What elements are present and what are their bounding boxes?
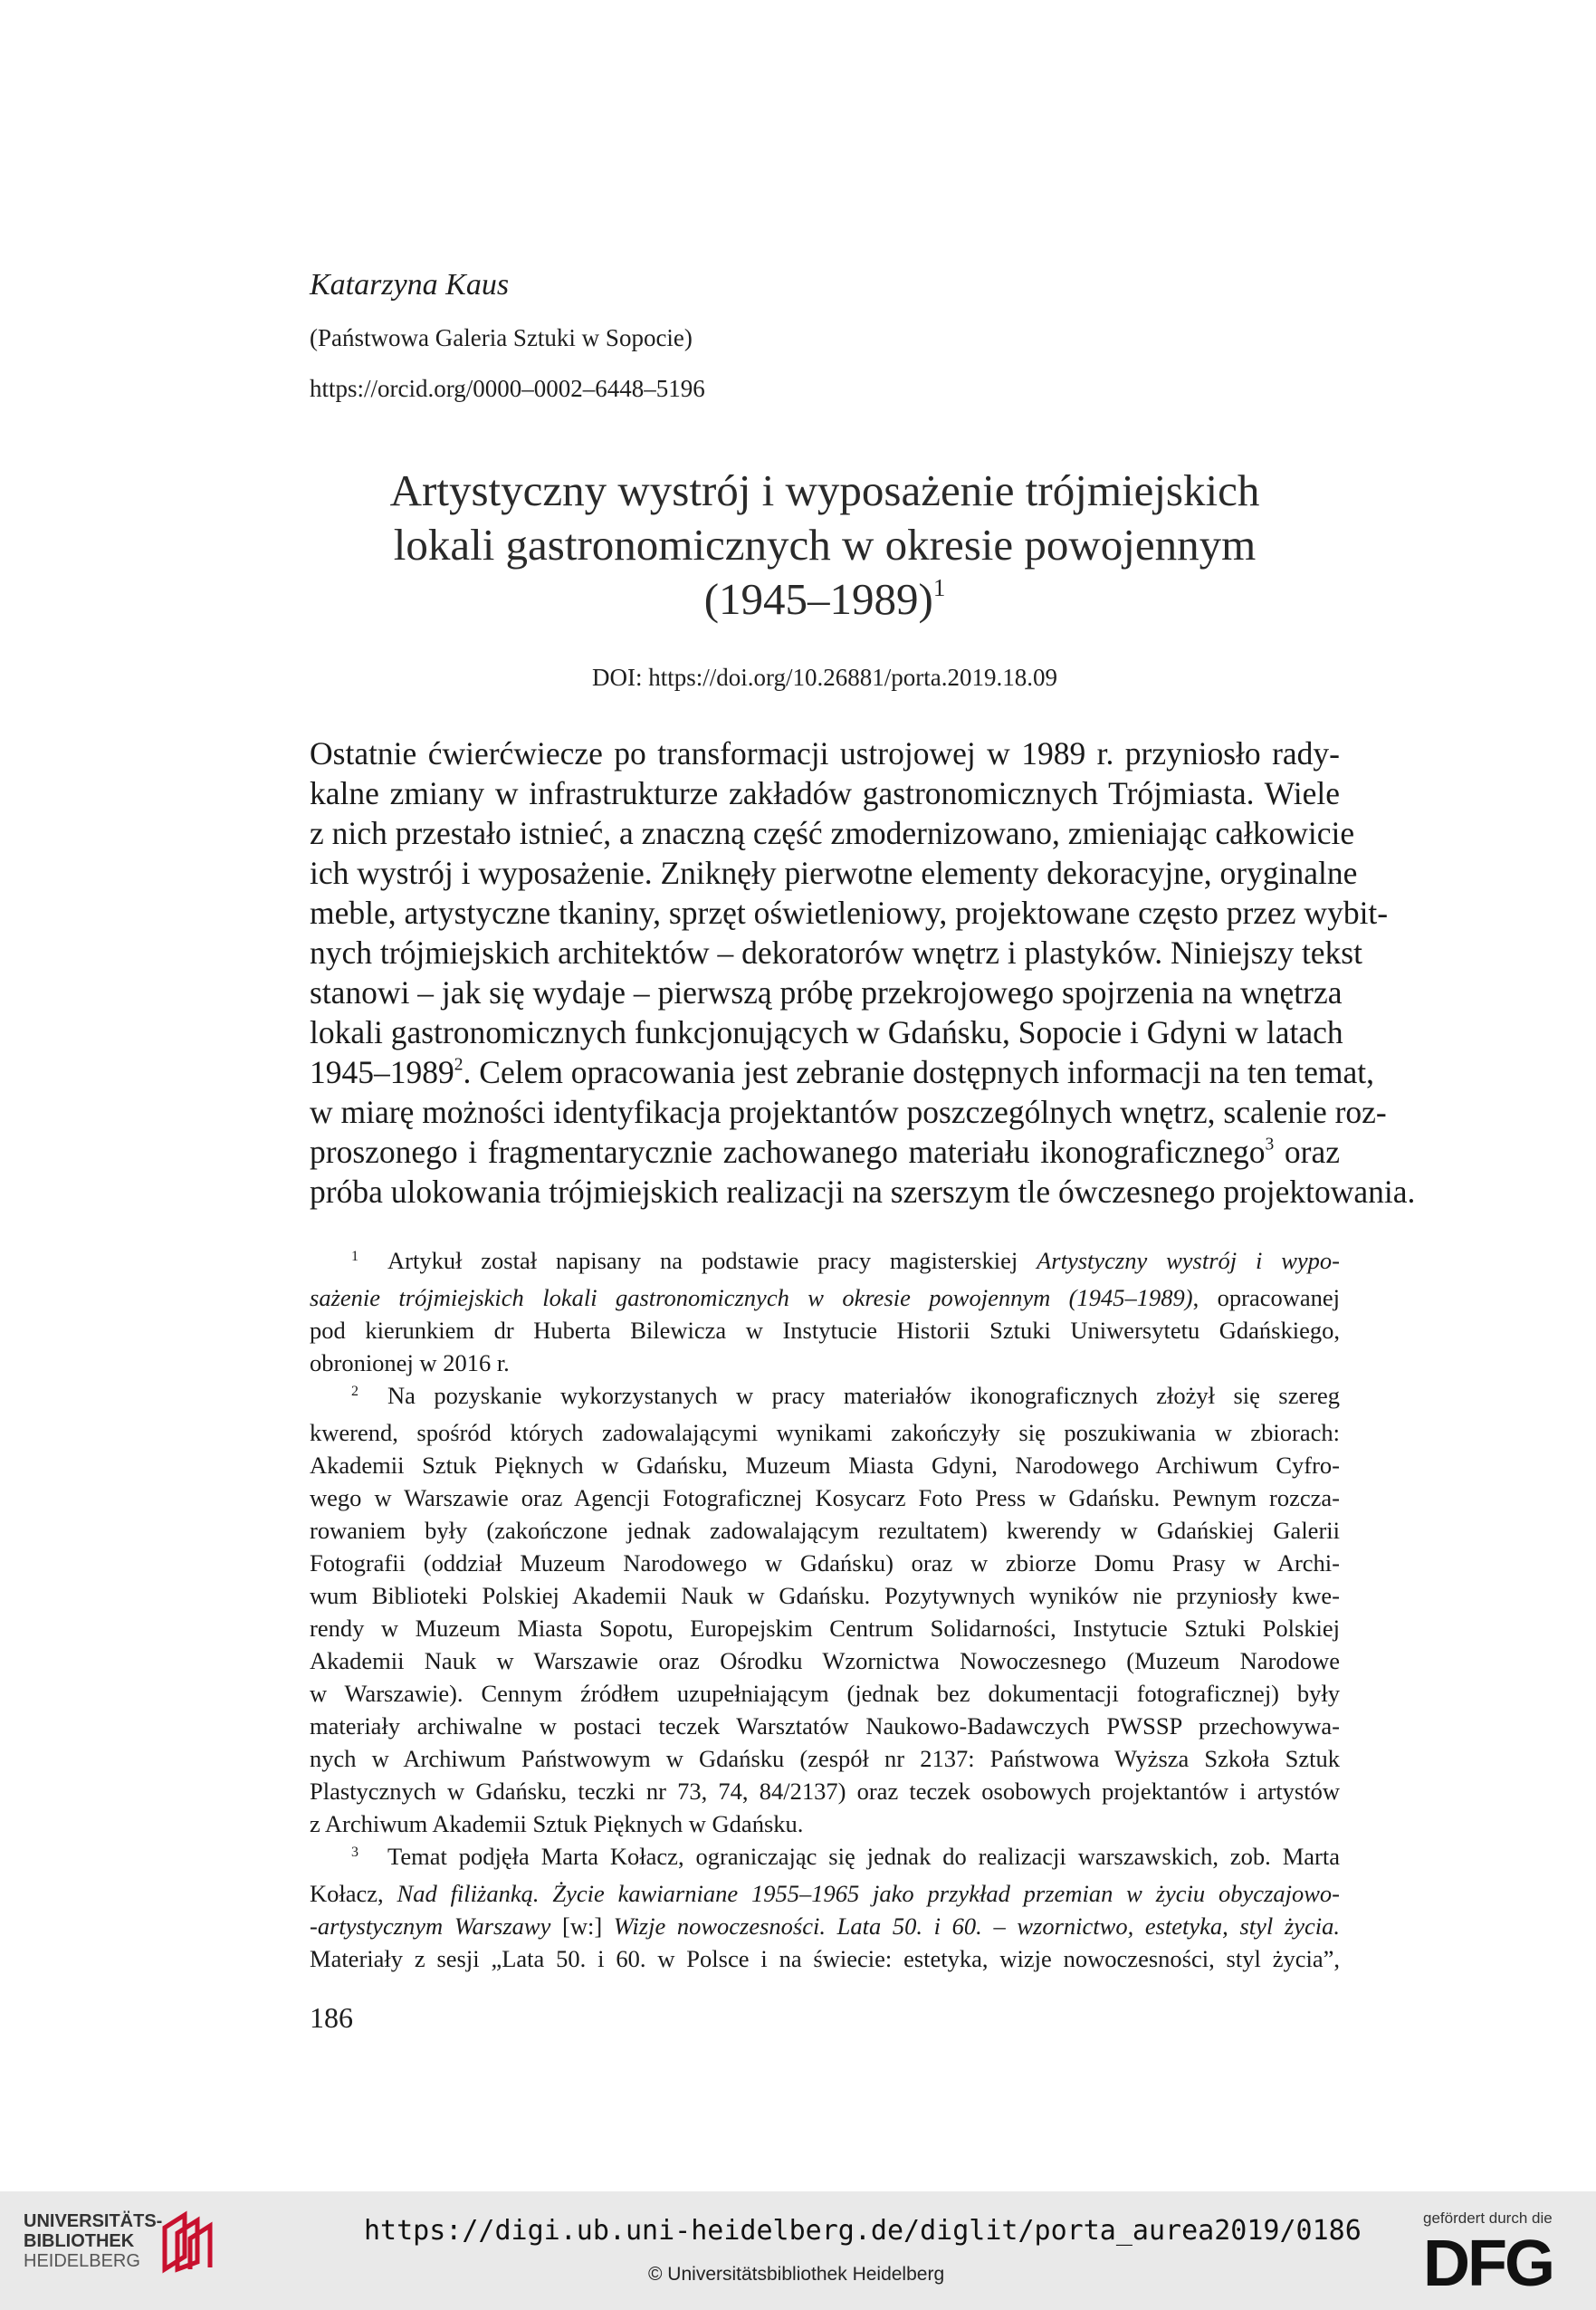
footnote-text: Artykuł został napisany na podstawie pracy magisterskiej xyxy=(387,1247,1037,1274)
footnote-line xyxy=(310,1910,1340,1942)
footnote-line xyxy=(310,1244,1340,1281)
body-line: nych trójmiejskich architektów – dekoratorów wnętrz i plastyków. Niniejszy tekst xyxy=(310,935,1362,971)
body-line: kalne zmiany w infrastrukturze zakładów gastronomicznych Trójmiasta. Wiele xyxy=(310,775,1340,811)
footnote-line: pod kierunkiem dr Huberta Bilewicza w Instytucie Historii Sztuki Uniwersytetu Gdańskiego, xyxy=(310,1317,1340,1344)
footnote-line: materiały archiwalne w postaci teczek Warsztatów Naukowo-Badawczych PWSSP przechowywa- xyxy=(310,1712,1340,1740)
footnote-text: Temat podjęła Marta Kołacz, ograniczając się jednak do realizacji warszawskich, zob. Marta xyxy=(387,1843,1340,1870)
body-line: w miarę możności identyfikacja projektantów poszczególnych wnętrz, scalenie roz- xyxy=(310,1094,1387,1130)
footnote-italic: sażenie trójmiejskich lokali gastronomicznych w okresie powojennym (1945–1989) xyxy=(310,1284,1193,1311)
body-line xyxy=(310,1132,1340,1172)
footnote-line: Akademii Nauk w Warszawie oraz Ośrodku Wzornictwa Nowoczesnego (Muzeum Narodowe xyxy=(310,1647,1340,1674)
footnote-italic: Nad filiżanką. Życie kawiarniane 1955–1965 jako przykład przemian w życiu obyczajowo- xyxy=(397,1880,1340,1907)
footnote-line: wum Biblioteki Polskiej Akademii Nauk w Gdańsku. Pozytywnych wyników nie przyniosły kwe- xyxy=(310,1582,1340,1609)
library-name-line: BIBLIOTHEK xyxy=(24,2231,135,2251)
footnote-italic: -artystycznym Warszawy xyxy=(310,1912,551,1940)
footnote-line: Akademii Sztuk Pięknych w Gdańsku, Muzeum Miasta Gdyni, Narodowego Archiwum Cyfro- xyxy=(310,1452,1340,1479)
title-line xyxy=(310,572,1340,627)
footnote-text: Kołacz, xyxy=(310,1880,397,1907)
footnotes xyxy=(310,1244,1340,1975)
article-title xyxy=(310,464,1340,627)
footnote-line: wego w Warszawie oraz Agencji Fotograficznej Kosycarz Foto Press w Gdańsku. Pewnym rozcza- xyxy=(310,1484,1340,1511)
orcid-link[interactable]: https://orcid.org/0000–0002–6448–5196 xyxy=(310,375,705,402)
funding-note: gefördert durch die xyxy=(1423,2209,1553,2227)
footnote-line xyxy=(310,1281,1340,1314)
footnote-mark: 2 xyxy=(351,1384,358,1399)
body-line: próba ulokowania trójmiejskich realizacji na szerszym tle ówczesnego projektowania. xyxy=(310,1174,1416,1210)
footnote-ref[interactable]: 2 xyxy=(454,1055,464,1075)
body-line: lokali gastronomicznych funkcjonujących w Gdańsku, Sopocie i Gdyni w latach xyxy=(310,1014,1343,1050)
footnote-italic: Wizje nowoczesności. Lata 50. i 60. – wzornictwo, estetyka, styl życia. xyxy=(613,1912,1340,1940)
dfg-logo: DFG xyxy=(1423,2228,1553,2300)
body-paragraph xyxy=(310,733,1416,1212)
library-name-line: UNIVERSITÄTS- xyxy=(24,2211,163,2231)
page-number: 186 xyxy=(310,2001,353,2034)
body-line xyxy=(310,1052,1374,1092)
body-text: oraz xyxy=(1274,1134,1340,1170)
footnote-text: , opracowanej xyxy=(1192,1284,1340,1311)
body-text: proszonego i fragmentarycznie zachowanego materiału ikonograficznego xyxy=(310,1134,1266,1170)
footnote-line: Fotografii (oddział Muzeum Narodowego w Gdańsku) oraz w zbiorze Domu Prasy w Archi- xyxy=(310,1549,1340,1577)
body-line: meble, artystyczne tkaniny, sprzęt oświetleniowy, projektowane często przez wybit- xyxy=(310,895,1389,931)
footnote-line xyxy=(310,1379,1340,1416)
library-name-line: HEIDELBERG xyxy=(24,2251,140,2271)
footnote-text: Na pozyskanie wykorzystanych w pracy materiałów ikonograficznych złożył się szereg xyxy=(387,1382,1340,1409)
body-line: stanowi – jak się wydaje – pierwszą próbę przekrojowego spojrzenia na wnętrza xyxy=(310,974,1343,1011)
author-affiliation: (Państwowa Galeria Sztuki w Sopocie) xyxy=(310,324,693,351)
body-line: z nich przestało istnieć, a znaczną część zmodernizowano, zmieniając całkowicie xyxy=(310,815,1355,851)
footnote-mark: 1 xyxy=(351,1249,358,1264)
footnote-text: [w:] xyxy=(550,1912,614,1940)
footnote-line: nych w Archiwum Państwowym w Gdańsku (zespół nr 2137: Państwowa Wyższa Szkoła Sztuk xyxy=(310,1745,1340,1772)
body-text: 1945–1989 xyxy=(310,1054,454,1090)
footnote-ref[interactable]: 1 xyxy=(932,573,946,601)
footnote-line: Plastycznych w Gdańsku, teczki nr 73, 74, 84/2137) oraz teczek osobowych projektantów i artystów xyxy=(310,1778,1340,1805)
footnote-line: z Archiwum Akademii Sztuk Pięknych w Gdańsku. xyxy=(310,1810,804,1837)
footnote-ref[interactable]: 3 xyxy=(1265,1135,1275,1155)
copyright-notice: © Universitätsbibliothek Heidelberg xyxy=(648,2264,945,2285)
footer-bar xyxy=(0,2191,1596,2310)
footnote-italic: Artystyczny wystrój i wypo- xyxy=(1037,1247,1341,1274)
title-line: Artystyczny wystrój i wyposażenie trójmiejskich xyxy=(389,465,1260,515)
body-line: Ostatnie ćwierćwiecze po transformacji ustrojowej w 1989 r. przyniosło rady- xyxy=(310,735,1340,772)
author-name: Katarzyna Kaus xyxy=(310,268,510,302)
body-text: . Celem opracowania jest zebranie dostępnych informacji na ten temat, xyxy=(463,1054,1374,1090)
footnote-line: kwerend, spośród których zadowalającymi wynikami zakończyły się poszukiwania w zbiorach: xyxy=(310,1419,1340,1446)
footnote-line: rowaniem były (zakończone jednak zadowalającym rezultatem) kwerendy w Gdańskiej Galerii xyxy=(310,1517,1340,1544)
footnote-mark: 3 xyxy=(351,1845,358,1860)
permalink-url[interactable]: https://digi.ub.uni-heidelberg.de/diglit/porta_aurea2019/0186 xyxy=(364,2215,1362,2247)
title-line-text: (1945–1989) xyxy=(703,574,933,624)
footnote-line xyxy=(310,1877,1340,1910)
footnote-line: rendy w Muzeum Miasta Sopotu, Europejskim Centrum Solidarności, Instytucie Sztuki Polskiej xyxy=(310,1615,1340,1642)
body-line: ich wystrój i wyposażenie. Zniknęły pierwotne elementy dekoracyjne, oryginalne xyxy=(310,855,1358,891)
footnote-line: Materiały z sesji „Lata 50. i 60. w Polsce i na świecie: estetyka, wizje nowoczesności, styl życia”, xyxy=(310,1945,1340,1972)
library-name xyxy=(24,2211,162,2271)
footnote-line: obronionej w 2016 r. xyxy=(310,1349,510,1376)
footnote-line xyxy=(310,1840,1340,1877)
title-line: lokali gastronomicznych w okresie powojennym xyxy=(393,520,1257,570)
footnote-line: w Warszawie). Cennym źródłem uzupełniającym (jednak bez dokumentacji fotograficznej) były xyxy=(310,1680,1340,1707)
doi-link[interactable]: DOI: https://doi.org/10.26881/porta.2019.18.09 xyxy=(592,664,1057,691)
